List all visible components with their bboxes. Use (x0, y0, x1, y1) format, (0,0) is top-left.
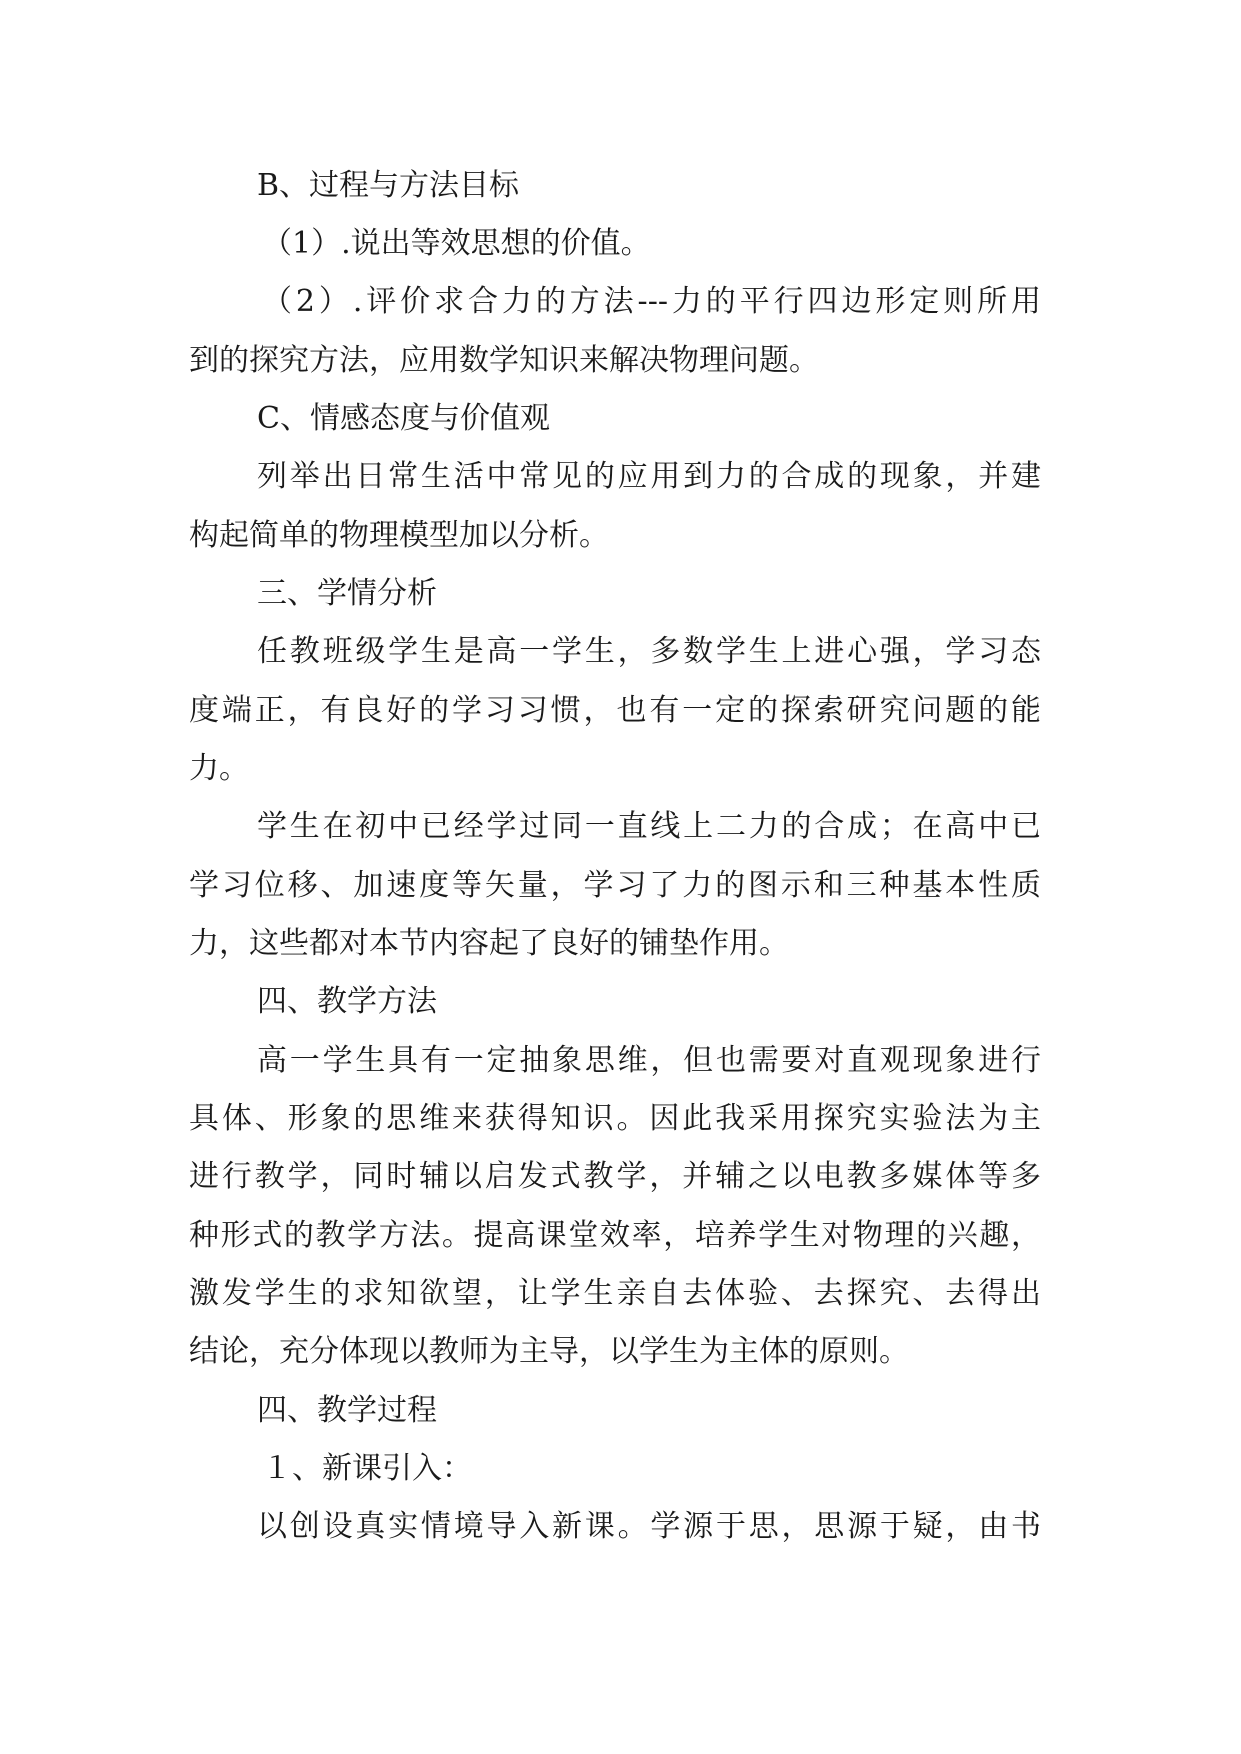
paragraph-line: 度端正，有良好的学习习惯，也有一定的探索研究问题的能 (189, 693, 1041, 728)
paragraph-line: 以创设真实情境导入新课。学源于思，思源于疑，由书 (257, 1509, 1041, 1544)
paragraph-line: 力。 (189, 751, 249, 786)
objective-item-1: （1）.说出等效思想的价值。 (262, 226, 651, 261)
paragraph-line: 进行教学，同时辅以启发式教学，并辅之以电教多媒体等多 (189, 1159, 1041, 1194)
paragraph-line: 列举出日常生活中常见的应用到力的合成的现象，并建 (257, 459, 1041, 494)
paragraph-line: 具体、形象的思维来获得知识。因此我采用探究实验法为主 (189, 1101, 1041, 1136)
objective-item-2: （2）.评价求合力的方法---力的平行四边形定则所用 (262, 284, 1041, 319)
paragraph-line: 激发学生的求知欲望，让学生亲自去体验、去探究、去得出 (189, 1276, 1041, 1311)
section-heading-attitude-values: C、情感态度与价值观 (257, 401, 550, 436)
paragraph-line: 构起简单的物理模型加以分析。 (189, 518, 609, 553)
paragraph-line: 力，这些都对本节内容起了良好的铺垫作用。 (189, 926, 789, 961)
section-heading-teaching-process: 四、教学过程 (257, 1393, 437, 1428)
section-heading-teaching-methods: 四、教学方法 (257, 984, 437, 1019)
section-heading-student-analysis: 三、学情分析 (257, 576, 437, 611)
paragraph-line: 种形式的教学方法。提高课堂效率，培养学生对物理的兴趣， (189, 1218, 1041, 1253)
paragraph-line: 学习位移、加速度等矢量，学习了力的图示和三种基本性质 (189, 868, 1041, 903)
paragraph-line: 结论，充分体现以教师为主导，以学生为主体的原则。 (189, 1334, 909, 1369)
paragraph-line: 任教班级学生是高一学生，多数学生上进心强，学习态 (257, 634, 1041, 669)
subsection-heading-new-lesson-intro: １、新课引入： (262, 1451, 472, 1486)
section-heading-process-methods: B、过程与方法目标 (257, 168, 520, 203)
objective-item-2-continued: 到的探究方法，应用数学知识来解决物理问题。 (189, 343, 819, 378)
paragraph-line: 学生在初中已经学过同一直线上二力的合成；在高中已 (257, 809, 1041, 844)
paragraph-line: 高一学生具有一定抽象思维，但也需要对直观现象进行 (257, 1043, 1041, 1078)
